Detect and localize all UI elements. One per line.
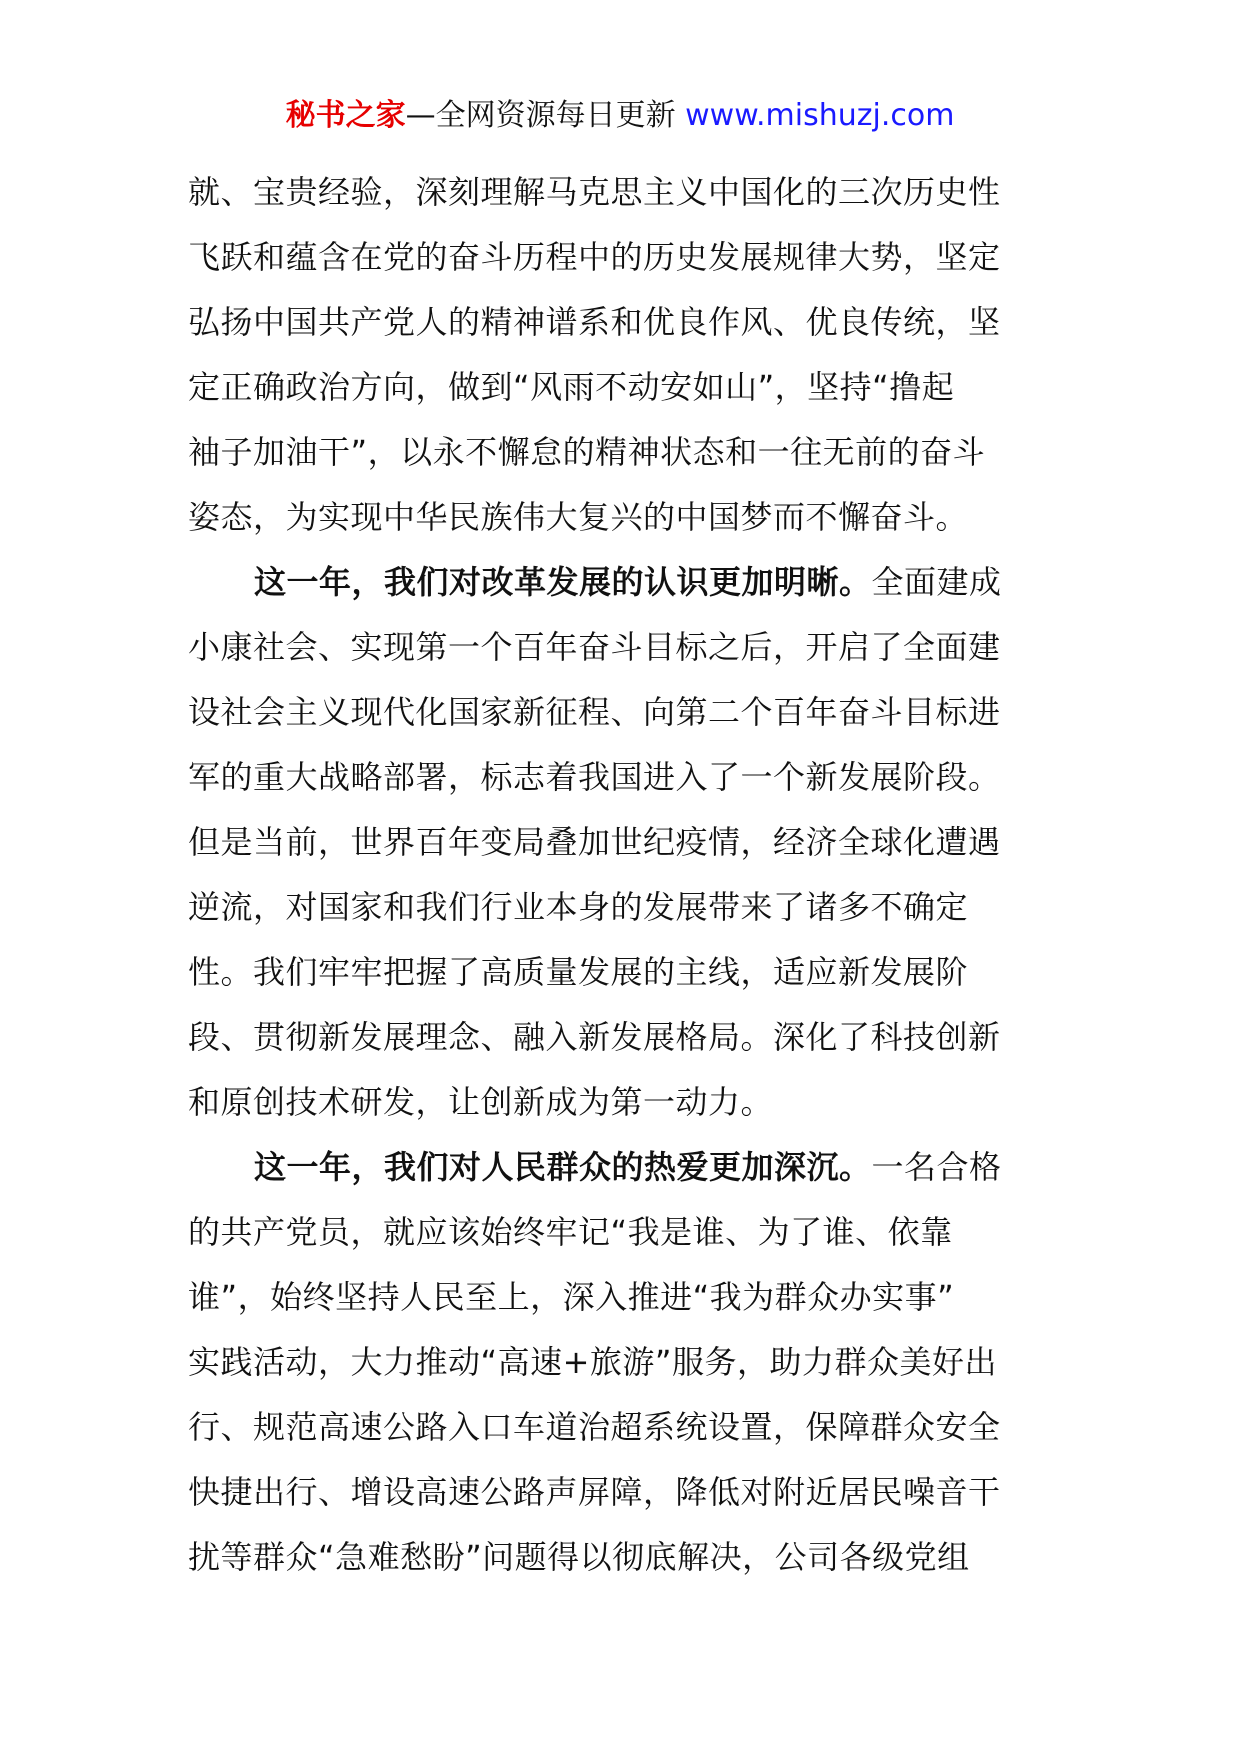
text-line: 飞跃和蕴含在党的奋斗历程中的历史发展规律大势，坚定 xyxy=(188,238,1001,276)
text-line: 和原创技术研发，让创新成为第一动力。 xyxy=(188,1083,774,1121)
paragraph-first-line xyxy=(188,550,1056,615)
text-line: 设社会主义现代化国家新征程、向第二个百年奋斗目标进 xyxy=(188,693,1001,731)
site-tagline: —全网资源每日更新 xyxy=(405,98,686,133)
text-line: 扰等群众“急难愁盼”问题得以彻底解决，公司各级党组 xyxy=(188,1538,970,1576)
paragraph-first-line xyxy=(188,1135,1056,1200)
text-line: 小康社会、实现第一个百年奋斗目标之后，开启了全面建 xyxy=(188,628,1001,666)
paragraph-heading: 这一年，我们对人民群众的热爱更加深沉。 xyxy=(254,1148,872,1186)
text-line: 行、规范高速公路入口车道治超系统设置，保障群众安全 xyxy=(188,1408,1001,1446)
site-url-link[interactable]: www.mishuzj.com xyxy=(685,98,955,133)
text-line: 性。我们牢牢把握了高质量发展的主线，适应新发展阶 xyxy=(188,953,969,991)
document-body xyxy=(188,160,1056,1590)
text-line: 袖子加油干”，以永不懈怠的精神状态和一往无前的奋斗 xyxy=(188,433,986,471)
text-line: 弘扬中国共产党人的精神谱系和优良作风、优良传统，坚 xyxy=(188,303,1001,341)
text-line: 但是当前，世界百年变局叠加世纪疫情，经济全球化遭遇 xyxy=(188,823,1001,861)
text-line: 就、宝贵经验，深刻理解马克思主义中国化的三次历史性 xyxy=(188,173,1001,211)
text-line: 逆流，对国家和我们行业本身的发展带来了诸多不确定 xyxy=(188,888,969,926)
text-line: 的共产党员，就应该始终牢记“我是谁、为了谁、依靠 xyxy=(188,1213,953,1251)
text-run: 一名合格 xyxy=(871,1148,1002,1186)
text-line: 快捷出行、增设高速公路声屏障，降低对附近居民噪音干 xyxy=(188,1473,1001,1511)
text-line: 军的重大战略部署，标志着我国进入了一个新发展阶段。 xyxy=(188,758,1001,796)
text-run: 全面建成 xyxy=(871,563,1002,601)
text-line: 谁”，始终坚持人民至上，深入推进“我为群众办实事” xyxy=(188,1278,955,1316)
paragraph-heading: 这一年，我们对改革发展的认识更加明晰。 xyxy=(254,563,872,601)
text-line: 实践活动，大力推动“高速+旅游”服务，助力群众美好出 xyxy=(188,1343,997,1381)
page-header xyxy=(0,96,1240,136)
text-line: 姿态，为实现中华民族伟大复兴的中国梦而不懈奋斗。 xyxy=(188,498,969,536)
site-brand: 秘书之家 xyxy=(285,98,406,133)
text-line: 定正确政治方向，做到“风雨不动安如山”，坚持“撸起 xyxy=(188,368,955,406)
text-line: 段、贯彻新发展理念、融入新发展格局。深化了科技创新 xyxy=(188,1018,1001,1056)
